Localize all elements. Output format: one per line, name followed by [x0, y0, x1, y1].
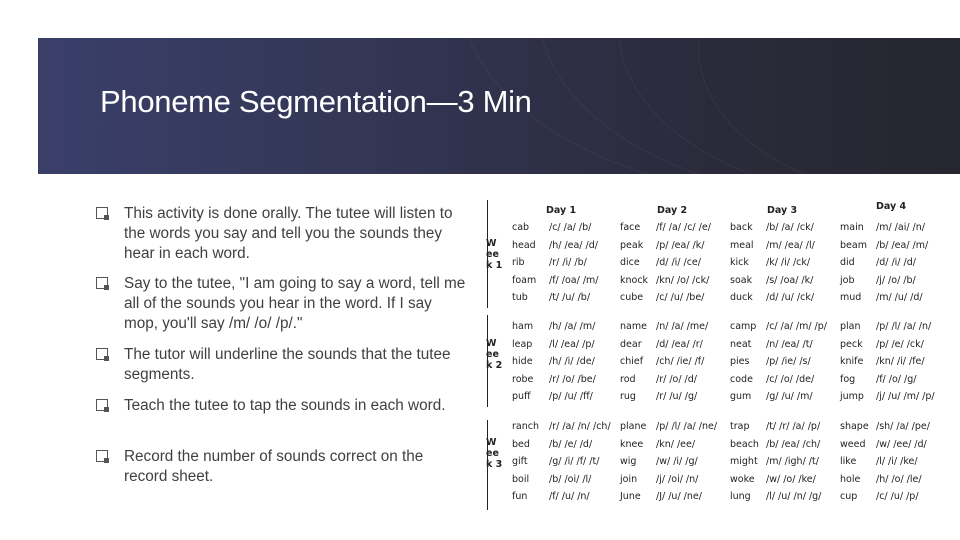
- phoneme-cell: /j/ /oi/ /n/: [656, 473, 699, 485]
- word-cell: back: [730, 222, 753, 233]
- phoneme-cell: /f/ /a/ /c/ /e/: [656, 222, 711, 233]
- phoneme-cell: /c/ /o/ /de/: [766, 373, 815, 385]
- phoneme-cell: /d/ /i/ /d/: [876, 257, 916, 268]
- word-cell: lung: [730, 491, 751, 502]
- word-cell: puff: [512, 391, 531, 402]
- phoneme-cell: /J/ /u/ /ne/: [656, 491, 702, 502]
- word-cell: plan: [840, 321, 861, 332]
- day-header: Day 3: [767, 205, 798, 216]
- word-cell: knife: [840, 356, 864, 367]
- word-cell: meal: [730, 239, 754, 251]
- phoneme-cell: /m/ /igh/ /t/: [766, 456, 819, 467]
- phoneme-cell: /c/ /u/ /be/: [656, 292, 705, 303]
- word-cell: might: [730, 456, 758, 467]
- word-cell: mud: [840, 292, 862, 303]
- phoneme-cell: /b/ /ea/ /m/: [876, 239, 929, 251]
- word-cell: code: [730, 373, 753, 385]
- phoneme-cell: /b/ /oi/ /l/: [549, 473, 592, 485]
- word-cell: shape: [840, 421, 869, 432]
- word-cell: robe: [512, 373, 534, 385]
- word-cell: wig: [620, 456, 637, 467]
- phoneme-cell: /h/ /a/ /m/: [549, 321, 596, 332]
- phoneme-cell: /j/ /o/ /b/: [876, 274, 916, 286]
- phoneme-cell: /t/ /r/ /a/ /p/: [766, 421, 821, 432]
- phoneme-cell: /h/ /ea/ /d/: [549, 239, 598, 251]
- phoneme-cell: /kn/ /i/ /fe/: [876, 356, 925, 367]
- bullet-text: Say to the tutee, "I am going to say a word, tell me all of the sounds you hear in the word. If I say mop, you'll say /m/ /o/ /p/.": [124, 275, 466, 332]
- phoneme-cell: /t/ /u/ /b/: [549, 292, 591, 303]
- bullet-text: Teach the tutee to tap the sounds in each word.: [124, 397, 446, 414]
- word-cell: peak: [620, 239, 644, 251]
- phoneme-cell: /p/ /e/ /ck/: [876, 338, 924, 350]
- phoneme-cell: /h/ /o/ /le/: [876, 473, 922, 485]
- phoneme-cell: /d/ /ea/ /r/: [656, 338, 703, 350]
- phoneme-cell: /c/ /a/ /b/: [549, 222, 592, 233]
- week-label: k 3: [486, 459, 503, 470]
- bullet-text: This activity is done orally. The tutee will listen to the words you say and tell you the sounds they hear in each word.: [124, 205, 453, 262]
- phoneme-cell: /p/ /ie/ /s/: [766, 356, 811, 367]
- word-cell: dear: [620, 338, 642, 350]
- word-cell: foam: [512, 274, 537, 286]
- phoneme-cell: /l/ /i/ /ke/: [876, 456, 918, 467]
- word-cell: neat: [730, 338, 752, 350]
- word-cell: jump: [840, 391, 864, 402]
- phoneme-cell: /b/ /ea/ /ch/: [766, 438, 821, 450]
- phoneme-cell: /p/ /u/ /ff/: [549, 391, 593, 402]
- phoneme-cell: /r/ /a/ /n/ /ch/: [549, 421, 611, 432]
- phoneme-cell: /c/ /a/ /m/ /p/: [766, 321, 827, 332]
- word-cell: rib: [512, 257, 525, 268]
- word-cell: hole: [840, 473, 861, 485]
- word-cell: rug: [620, 391, 636, 402]
- week-label: k 2: [486, 360, 503, 371]
- bullet-text: Record the number of sounds correct on the record sheet.: [124, 448, 424, 485]
- phoneme-cell: /f/ /oa/ /m/: [549, 274, 599, 286]
- phoneme-cell: /ch/ /ie/ /f/: [656, 356, 705, 367]
- word-cell: camp: [730, 321, 757, 332]
- word-cell: trap: [730, 421, 750, 432]
- word-cell: pies: [730, 356, 750, 367]
- week-label: ee: [486, 448, 499, 459]
- word-cell: hide: [512, 356, 533, 367]
- phoneme-cell: /r/ /u/ /g/: [656, 391, 698, 402]
- day-header: Day 2: [657, 205, 688, 216]
- week-label: ee: [486, 349, 499, 360]
- phoneme-cell: /kn/ /o/ /ck/: [656, 274, 710, 286]
- word-cell: did: [840, 257, 855, 268]
- word-cell: dice: [620, 257, 640, 268]
- word-cell: rod: [620, 373, 636, 385]
- phoneme-cell: /d/ /u/ /ck/: [766, 292, 815, 303]
- word-cell: name: [620, 321, 647, 332]
- word-cell: tub: [512, 292, 528, 303]
- phoneme-cell: /g/ /u/ /m/: [766, 391, 813, 402]
- phoneme-cell: /b/ /e/ /d/: [549, 438, 593, 450]
- word-cell: cube: [620, 292, 644, 303]
- phoneme-cell: /s/ /oa/ /k/: [766, 274, 814, 286]
- phoneme-cell: /m/ /ai/ /n/: [876, 222, 925, 233]
- phoneme-cell: /r/ /i/ /b/: [549, 257, 587, 268]
- word-cell: fun: [512, 491, 528, 502]
- phoneme-cell: /f/ /o/ /g/: [876, 373, 917, 385]
- phoneme-cell: /m/ /ea/ /l/: [766, 239, 815, 251]
- word-cell: chief: [620, 356, 644, 367]
- word-cell: like: [840, 456, 857, 467]
- phoneme-cell: /p/ /ea/ /k/: [656, 239, 705, 251]
- phoneme-cell: /f/ /u/ /n/: [549, 491, 590, 502]
- week-label: ee: [486, 249, 499, 260]
- phoneme-cell: /kn/ /ee/: [656, 438, 696, 450]
- week-label: W: [486, 437, 497, 448]
- slide-title: Phoneme Segmentation—3 Min: [100, 84, 532, 119]
- phoneme-cell: /w/ /i/ /g/: [656, 456, 698, 467]
- word-cell: bed: [512, 438, 530, 450]
- phoneme-cell: /h/ /i/ /de/: [549, 356, 595, 367]
- week-label: W: [486, 238, 497, 249]
- phoneme-cell: /n/ /ea/ /t/: [766, 338, 813, 350]
- word-cell: knock: [620, 274, 649, 286]
- word-cell: leap: [512, 338, 533, 350]
- word-cell: kick: [730, 257, 749, 268]
- phoneme-cell: /c/ /u/ /p/: [876, 491, 919, 502]
- word-cell: main: [840, 222, 864, 233]
- phoneme-cell: /n/ /a/ /me/: [656, 321, 709, 332]
- word-cell: cab: [512, 222, 530, 233]
- phoneme-cell: /r/ /o/ /d/: [656, 373, 697, 385]
- word-cell: gum: [730, 391, 752, 402]
- week-label: k 1: [486, 260, 503, 271]
- bullet-text: The tutor will underline the sounds that the tutee segments.: [124, 346, 451, 383]
- phoneme-cell: /g/ /i/ /f/ /t/: [549, 456, 600, 467]
- phoneme-cell: /r/ /o/ /be/: [549, 373, 596, 385]
- word-cell: job: [840, 274, 855, 286]
- word-cell: weed: [840, 438, 866, 450]
- phoneme-cell: /b/ /a/ /ck/: [766, 222, 814, 233]
- phoneme-cell: /l/ /u/ /n/ /g/: [766, 491, 822, 502]
- word-cell: woke: [730, 473, 755, 485]
- word-cell: plane: [620, 421, 647, 432]
- word-cell: ham: [512, 321, 534, 332]
- day-header: Day 1: [546, 205, 577, 216]
- phoneme-cell: /sh/ /a/ /pe/: [876, 421, 930, 432]
- phoneme-cell: /l/ /ea/ /p/: [549, 338, 595, 350]
- word-cell: peck: [840, 338, 863, 350]
- week-label: W: [486, 338, 497, 349]
- phoneme-cell: /w/ /o/ /ke/: [766, 473, 816, 485]
- phoneme-cell: /k/ /i/ /ck/: [766, 257, 811, 268]
- phoneme-cell: /p/ /l/ /a/ /ne/: [656, 421, 718, 432]
- phoneme-cell: /m/ /u/ /d/: [876, 292, 923, 303]
- word-cell: ranch: [512, 421, 539, 432]
- word-cell: face: [620, 222, 641, 233]
- word-cell: boil: [512, 473, 530, 485]
- word-cell: soak: [730, 274, 753, 286]
- word-cell: beach: [730, 438, 759, 450]
- word-cell: cup: [840, 491, 858, 502]
- phoneme-cell: /w/ /ee/ /d/: [876, 438, 927, 450]
- word-cell: join: [620, 473, 638, 485]
- phoneme-cell: /d/ /i/ /ce/: [656, 257, 701, 268]
- phoneme-cell: /j/ /u/ /m/ /p/: [876, 391, 935, 402]
- word-cell: June: [620, 491, 641, 502]
- word-cell: head: [512, 239, 536, 251]
- word-cell: knee: [620, 438, 644, 450]
- phoneme-cell: /p/ /l/ /a/ /n/: [876, 321, 932, 332]
- word-cell: beam: [840, 239, 867, 251]
- word-cell: gift: [512, 456, 528, 467]
- day-header: Day 4: [876, 201, 907, 212]
- word-cell: duck: [730, 292, 753, 303]
- word-cell: fog: [840, 373, 856, 385]
